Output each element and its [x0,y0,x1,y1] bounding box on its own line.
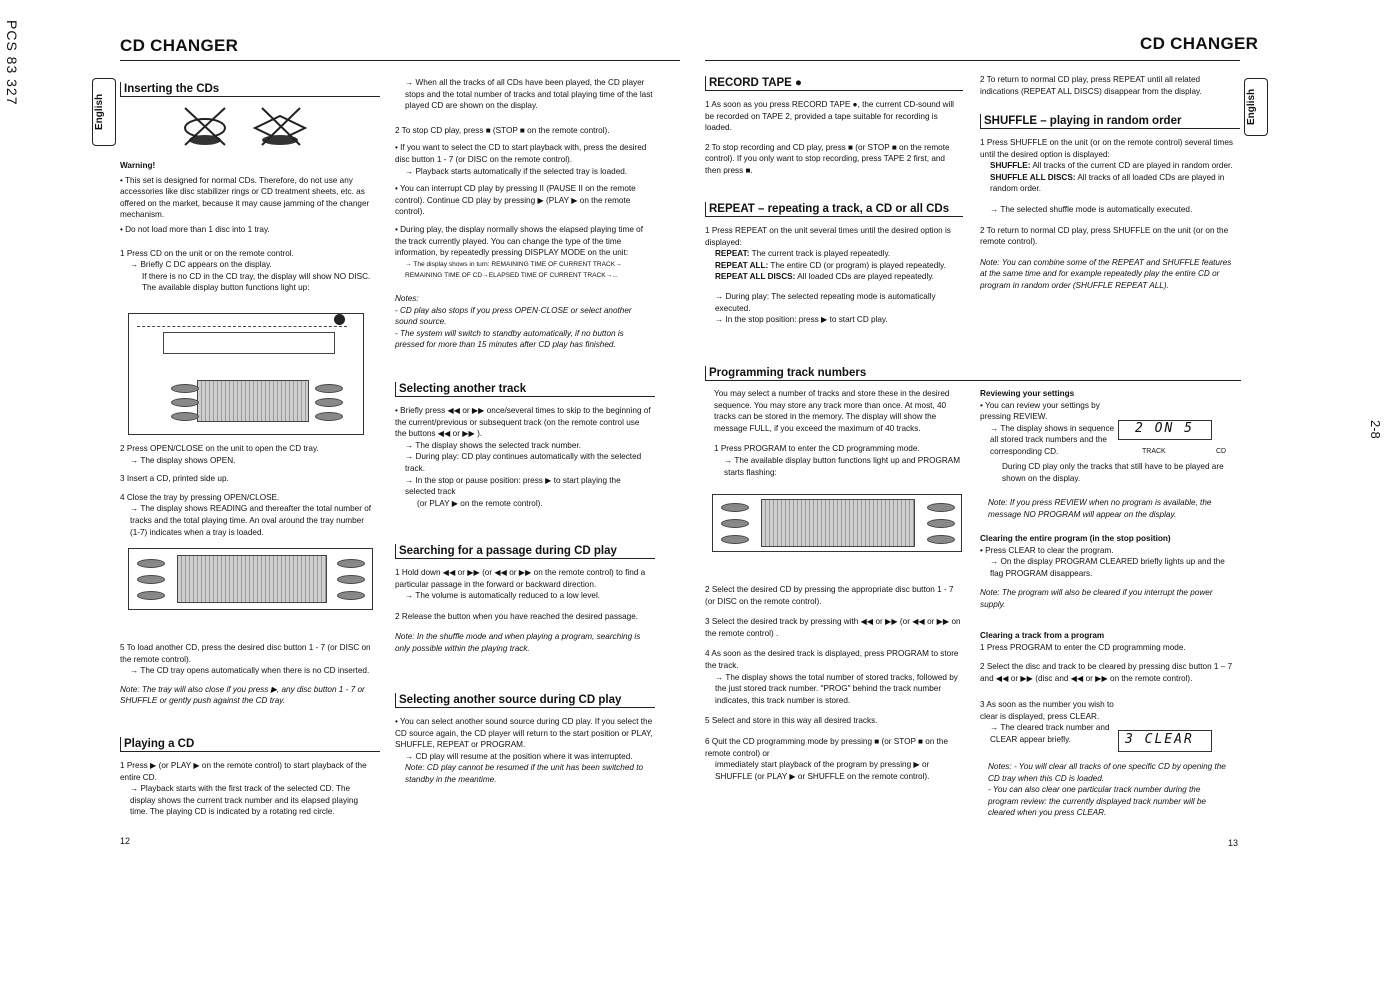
repeat-result-1: → During play: The selected repeating mode is automatically executed. [715,291,936,313]
shuffle-block [980,137,1235,295]
insert-step-5-result: → The CD tray opens automatically when there is no CD inserted. [130,666,370,676]
panel-button-right-1 [315,384,343,393]
panel-button-row [137,316,347,327]
repeat-option-1 [705,248,960,260]
review-display [1118,420,1212,440]
review-result: → The display shows in sequence all stored track numbers and the corresponding CD. [990,423,1115,456]
clear-track-step-3-block [980,699,1118,748]
pause-bullet: • You can interrupt CD play by pressing II (PAUSE II on the remote control). Continue CD play by pressing ▶ (PLAY ▶ on the remote control). [395,184,636,217]
note-stop: - CD play also stops if you press OPEN·CLOSE or select another sound source. [395,305,632,327]
review-label-cd: CD [1216,448,1227,455]
clear-track-note-2: - You can also clear one particular track number during the program review: the currently displayed track number will be cleared when you press CLEAR. [988,785,1206,818]
disc-ring-icon [185,119,225,137]
section-heading-repeat: REPEAT – repeating a track, a CD or all CDs [705,202,963,217]
clear-all-result: → On the display PROGRAM CLEARED briefly lights up and the flag PROGRAM disappears. [990,557,1225,578]
warning-item-1: • This set is designed for normal CDs. Therefore, do not use any accessories like disc stabilizer rings or CD treatment sheets, etc. as offered on the market, because it may cause jamming of the changer mechanism. [120,175,370,220]
right-page-number: 13 [1228,838,1239,848]
skip-result-3: → In the stop or pause position: press ▶ to start playing the selected track [405,475,621,497]
section-heading-searching: Searching for a passage during CD play [395,544,655,559]
display-mode-bullet: • During play, the display normally shows the elapsed playing time of the track currently played. You can change the type of the time information, by repeatedly pressing DISPLAY MODE on the unit: [395,224,644,258]
source-bullet: • You can select another sound source during CD play. If you select the CD source again, the CD player will return to the start position or PLAY, SHUFFLE, REPEAT or PROGRAM. [395,717,653,750]
program-step-1: 1 Press PROGRAM to enter the CD programming mode. [714,444,920,454]
insert-step-3: 3 Insert a CD, printed side up. [120,474,229,484]
section-heading-record: RECORD TAPE ● [705,76,963,91]
tray-lcd-display [177,555,327,603]
left-header-rule [120,60,680,61]
warning-title: Warning! [120,161,156,170]
panel-button-left-1 [171,384,199,393]
review-during-play: During CD play only the tracks that still have to be played are shown on the display. [1002,462,1224,483]
search-step-1: 1 Hold down ◀◀ or ▶▶ (or ◀◀ or ▶▶ on the remote control) to find a particular passage in the forward or backward direction. [395,568,646,589]
notes-title: Notes: [395,293,419,303]
review-display-text: 2 ON 5 [1135,421,1194,436]
program-step-6-alt: immediately start playback of the program by pressing ▶ or SHUFFLE (or PLAY ▶ or SHUFFLE on the remote control). [715,760,930,781]
insert-step-2-result: → The display shows OPEN. [130,455,236,465]
insert-step-1-note: If there is no CD in the CD tray, the display will show NO DISC. [142,271,371,281]
clear-track-step-1: 1 Press PROGRAM to enter the CD programming mode. [980,642,1186,652]
programming-block [714,388,964,481]
source-result: → CD play will resume at the position where it was interrupted. [405,751,633,761]
tray-button-left-2 [137,575,165,584]
insert-step-2: 2 Press OPEN/CLOSE on the unit to open the CD tray. [120,444,319,453]
clear-all-block [980,533,1235,614]
shuffle-step-2: 2 To return to normal CD play, press SHUFFLE on the unit (or on the remote control). [980,225,1229,247]
cd-tray-panel [128,548,373,610]
inserting-steps-2-4 [120,443,375,541]
select-disc-result: → Playback starts automatically if the selected tray is loaded. [405,166,628,176]
section-heading-playing: Playing a CD [120,737,380,752]
shuffle-option-2-label: SHUFFLE ALL DISCS: [990,172,1076,182]
section-heading-shuffle: SHUFFLE – playing in random order [980,114,1240,129]
repeat-step-2: 2 To return to normal CD play, press REPEAT until all related indications (REPEAT ALL DISCS) disappear from the display. [980,75,1202,96]
selecting-track-block [395,405,653,512]
programming-steps-block [705,584,965,785]
shuffle-note: Note: You can combine some of the REPEAT and SHUFFLE features at the same time and for example repeatedly play the entire CD or program in random order (SHUFFLE REPEAT ALL). [980,257,1232,290]
right-side-label: 2-8 [1368,420,1383,439]
repeat-option-3-text: All loaded CDs are played repeatedly. [797,272,935,282]
insert-step-5: 5 To load another CD, press the desired disc button 1 - 7 (or DISC on the remote control). [120,643,371,664]
inserting-step-5 [120,642,375,710]
inserting-note: Note: The tray will also close if you press ▶, any disc button 1 - 7 or SHUFFLE or gently push against the CD tray. [120,684,365,706]
program-step-5: 5 Select and store in this way all desired tracks. [705,716,878,726]
program-button-right-1 [927,503,955,512]
program-button-left-2 [721,519,749,528]
clear-track-step-3: 3 As soon as the number you wish to clear is displayed, press CLEAR. [980,700,1114,721]
right-header-rule [705,60,1240,61]
review-note: Note: If you press REVIEW when no program is available, the message NO PROGRAM will appear on the display. [988,498,1212,519]
program-button-left-1 [721,503,749,512]
playing-cont-result: → When all the tracks of all CDs have been played, the CD player stops and the total number of tracks and total playing time of the last played CD are shown on the display. [405,78,653,111]
playing-continued-block [395,77,653,354]
program-step-3: 3 Select the desired track by pressing with ◀◀ or ▶▶ (or ◀◀ or ▶▶ on the remote control) . [705,617,961,638]
section-heading-source: Selecting another source during CD play [395,693,655,708]
left-side-label: PCS 83 327 [4,20,20,106]
search-step-1-result: → The volume is automatically reduced to a low level. [405,591,601,601]
left-page-title: CD CHANGER [120,36,239,55]
clear-track-notes [988,761,1233,822]
cd-changer-front-panel [128,313,364,435]
skip-result-1: → The display shows the selected track number. [405,440,581,450]
program-step-4: 4 As soon as the desired track is displayed, press PROGRAM to store the track. [705,649,959,670]
shuffle-option-2 [980,172,1235,195]
program-button-right-2 [927,519,955,528]
shuffle-option-1-label: SHUFFLE: [990,161,1031,171]
clear-track-heading: Clearing a track from a program [980,631,1105,640]
programming-intro: You may select a number of tracks and store these in the desired sequence. You may store any track more than once. At most, 40 tracks can be stored in the memory. The display will show the message FULL, if you exceed the maximum of 40 tracks. [714,389,950,433]
repeat-option-2-label: REPEAT ALL: [715,260,769,270]
shuffle-step-1: 1 Press SHUFFLE on the unit (or on the remote control) several times until the desired option is displayed: [980,138,1234,159]
right-page-title: CD CHANGER [1140,34,1259,53]
program-step-4-result: → The display shows the total number of stored tracks, followed by the just stored track number. "PROG" behind the track number indicates, this track number is stored. [715,672,958,705]
insert-step-4: 4 Close the tray by pressing OPEN/CLOSE. [120,492,280,502]
panel-lcd-display [197,380,309,422]
review-label-track: TRACK [1142,448,1166,455]
playing-text-block [120,760,375,821]
stop-step: 2 To stop CD play, press ■ (STOP ■ on the remote control). [395,125,610,135]
repeat-option-1-text: The current track is played repeatedly. [751,249,891,259]
skip-bullet: • Briefly press ◀◀ or ▶▶ once/several times to skip to the beginning of the current/previous or subsequent track (on the remote control use the buttons ◀◀ or ▶▶ ). [395,406,651,439]
shuffle-option-1-text: All tracks of the current CD are played in random order. [1032,161,1233,171]
record-step-2: 2 To stop recording and CD play, press ■ (or STOP ■ on the remote control). If you only want to stop recording, press TAPE 2 first, and then press ■. [705,142,950,175]
insert-step-1: 1 Press CD on the unit or on the remote control. [120,248,294,258]
clear-track-block [980,630,1235,687]
panel-display-window [163,332,335,354]
clear-all-heading: Clearing the entire program (in the stop position) [980,534,1171,543]
display-mode-result: → The display shows in turn: REMAINING TIME OF CURRENT TRACK→ REMAINING TIME OF CD→ELAPSED TIME OF CURRENT TRACK→... [405,260,622,280]
tray-button-right-2 [337,575,365,584]
repeat-option-3 [705,271,960,283]
section-heading-programming: Programming track numbers [705,366,1241,381]
record-step-1: 1 As soon as you press RECORD TAPE ●, the current CD-sound will be recorded on TAPE 2, provided a tape suitable for recording is loaded. [705,100,954,133]
repeat-result-2: → In the stop position: press ▶ to start CD play. [715,315,888,325]
program-step-2: 2 Select the desired CD by pressing the appropriate disc button 1 - 7 (or DISC on the remote control). [705,585,954,606]
repeat-option-2 [705,260,960,272]
search-step-2: 2 Release the button when you have reached the desired passage. [395,611,639,621]
program-button-right-3 [927,535,955,544]
select-disc-bullet: • If you want to select the CD to start playback with, press the desired disc button 1 - 7 (or DISC on the remote control). [395,143,647,164]
insert-step-1-result: → Briefly C DC appears on the display. [130,260,272,270]
shuffle-option-2-text: All tracks of all loaded CDs are played in random order. [990,172,1225,194]
section-heading-inserting: Inserting the CDs [120,82,380,97]
program-lcd-display [761,499,915,547]
clear-track-note-1: Notes: - You will clear all tracks of one specific CD by opening the CD tray when this CD is loaded. [988,762,1226,783]
panel-button-right-2 [315,398,343,407]
program-step-6: 6 Quit the CD programming mode by pressing ■ (or STOP ■ on the remote control) or [705,736,949,758]
searching-note: Note: In the shuffle mode and when playing a program, searching is only possible within the playing track. [395,632,641,653]
repeat-block [705,225,960,329]
playing-step-1-result: → Playback starts with the first track of the selected CD. The display shows the current track number and its elapsed playing time. The playing CD is indicated by a rotating red circle. [130,784,359,817]
left-language-tab: English [92,78,116,146]
program-panel [712,494,962,552]
record-block [705,99,960,180]
left-page-number: 12 [120,836,131,846]
no-accessories-illustration [170,100,320,150]
skip-result-3-remote: (or PLAY ▶ on the remote control). [417,498,543,508]
shuffle-option-1 [980,160,1235,172]
repeat-step-1: 1 Press REPEAT on the unit several times until the desired option is displayed: [705,226,951,247]
clear-track-step-3-result: → The cleared track number and CLEAR appear briefly. [990,723,1110,744]
tray-button-left-3 [137,591,165,600]
clear-display [1118,730,1212,752]
panel-button-right-3 [315,412,343,421]
warning-item-2: • Do not load more than 1 disc into 1 tray. [120,224,270,234]
clear-track-step-2: 2 Select the disc and track to be cleared by pressing disc button 1 – 7 and ◀◀ or ▶▶ (disc and ◀◀ or ▶▶ on the remote control). [980,662,1233,683]
searching-block [395,567,653,658]
panel-button-left-3 [171,412,199,421]
playing-step-1: 1 Press ▶ (or PLAY ▶ on the remote control) to start playback of the entire CD. [120,761,367,782]
repeat-step-2-block [980,74,1232,100]
inserting-text-block [120,160,375,294]
repeat-option-1-label: REPEAT: [715,249,750,259]
review-heading: Reviewing your settings [980,389,1075,398]
source-block [395,716,653,789]
tray-button-right-1 [337,559,365,568]
repeat-option-2-text: The entire CD (or program) is played repeatedly. [770,260,946,270]
skip-result-2: → During play: CD play continues automatically with the selected track. [405,452,642,473]
insert-step-4-result: → The display shows READING and thereafter the total number of tracks and the total playing time. An oval around the tray number (1-7) indicates when a tray is loaded. [130,504,372,537]
disc-indicator-icon [334,314,345,325]
right-language-tab: English [1244,78,1268,136]
tray-button-right-3 [337,591,365,600]
section-heading-selecting-track: Selecting another track [395,382,655,397]
review-bullet: • You can review your settings by pressing REVIEW. [980,400,1100,422]
insert-step-1-functions: The available display button functions light up: [142,283,310,293]
panel-button-left-2 [171,398,199,407]
source-note: Note: CD play cannot be resumed if the unit has been switched to standby in the meantime. [405,763,644,784]
clear-all-note: Note: The program will also be cleared if you interrupt the power supply. [980,588,1213,609]
program-step-1-result: → The available display button functions light up and PROGRAM starts flashing: [724,455,961,477]
repeat-option-3-label: REPEAT ALL DISCS: [715,272,796,282]
review-block [980,388,1115,458]
clear-display-text: 3 CLEAR [1125,732,1194,747]
program-button-left-3 [721,535,749,544]
clear-all-bullet: • Press CLEAR to clear the program. [980,545,1114,555]
shuffle-result: → The selected shuffle mode is automatically executed. [990,204,1193,214]
tray-button-left-1 [137,559,165,568]
note-standby: - The system will switch to standby automatically, if no button is pressed for more than 15 minutes after CD play has finished. [395,328,624,350]
